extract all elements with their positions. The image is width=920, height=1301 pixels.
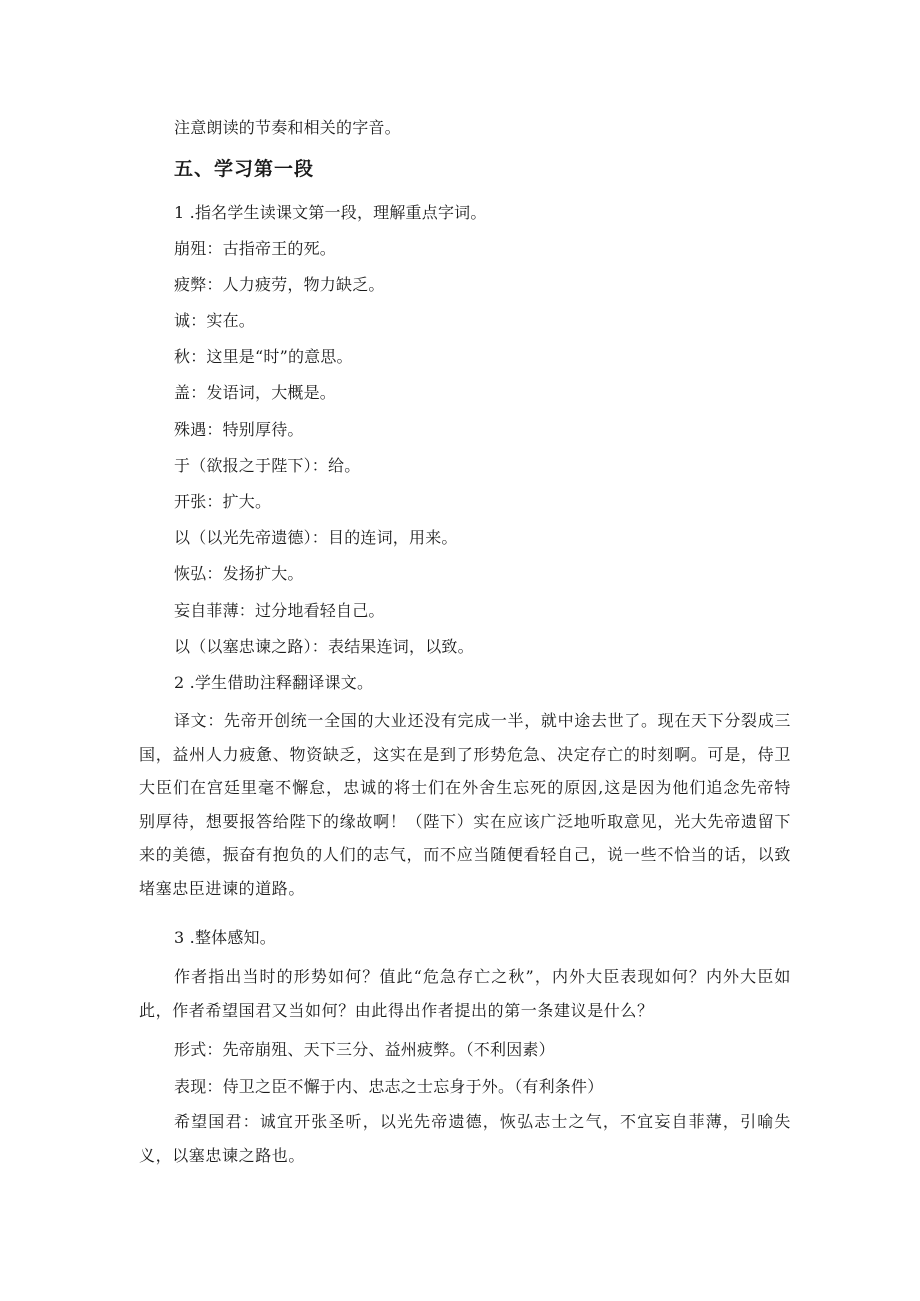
glossary-item: 诚：实在。 — [174, 311, 256, 330]
glossary-item: 妄自菲薄：过分地看轻自己。 — [174, 601, 385, 620]
step3-instruction: 3 .整体感知。 — [174, 928, 276, 947]
glossary-item: 以（以光先帝遗德）：目的连词，用来。 — [174, 528, 458, 547]
glossary-item: 于（欲报之于陛下）：给。 — [174, 456, 361, 475]
glossary-item: 以（以塞忠谏之路）：表结果连词，以致。 — [174, 637, 474, 656]
intro-line: 注意朗读的节奏和相关的字音。 — [174, 118, 401, 137]
performance-line: 表现：侍卫之臣不懈于内、忠志之士忘身于外。（有利条件） — [174, 1077, 604, 1096]
glossary-item: 殊遇：特别厚待。 — [174, 420, 304, 439]
step2-instruction: 2 .学生借助注释翻译课文。 — [174, 673, 374, 692]
glossary-item: 崩殂：古指帝王的死。 — [174, 239, 337, 258]
glossary-item: 疲弊：人力疲劳，物力缺乏。 — [174, 275, 385, 294]
situation-line: 形式：先帝崩殂、天下三分、益州疲弊。（不利因素） — [174, 1040, 555, 1059]
translation-paragraph: 译文：先帝开创统一全国的大业还没有完成一半，就中途去世了。现在天下分裂成三国，益州人力疲惫、物资缺乏，这实在是到了形势危急、决定存亡的时刻啊。可是，侍卫大臣们在宫廷里毫不懈怠，忠诚的将士们在外舍生忘死的原因,这是因为他们追念先帝特别厚待，想要报答给陛下的缘故啊！（陛下）实在应该广泛地听取意见，光大先帝遗留下来的美德，振奋有抱负的人们的志气，而不应当随便看轻自己，说一些不恰当的话，以致堵塞忠臣进谏的道路。 — [139, 711, 791, 898]
glossary-item: 盖：发语词，大概是。 — [174, 383, 337, 402]
question-paragraph: 作者指出当时的形势如何？值此“危急存亡之秋”，内外大臣表现如何？内外大臣如此，作者希望国君又当如何？由此得出作者提出的第一条建议是什么？ — [139, 967, 791, 1020]
hope-paragraph: 希望国君：诚宜开张圣听，以光先帝遗德，恢弘志士之气，不宜妄自菲薄，引喻失义，以塞忠谏之路也。 — [139, 1112, 791, 1165]
section-heading: 五、学习第一段 — [174, 158, 315, 180]
glossary-item: 开张：扩大。 — [174, 492, 272, 511]
step1-instruction: 1 .指名学生读课文第一段，理解重点字词。 — [174, 203, 487, 222]
glossary-item: 秋：这里是“时”的意思。 — [174, 347, 353, 366]
glossary-item: 恢弘：发扬扩大。 — [174, 564, 304, 583]
